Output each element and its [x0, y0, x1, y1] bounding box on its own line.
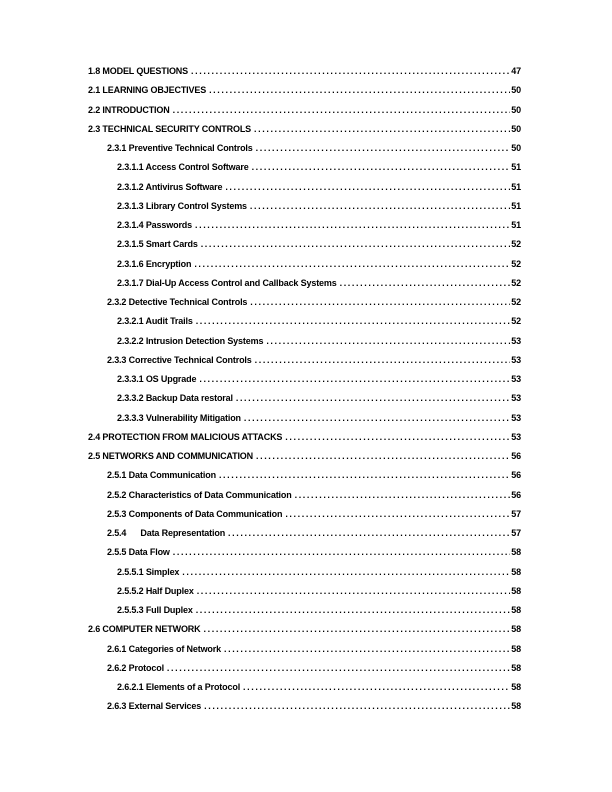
toc-entry-link[interactable]: 2.3.1.6 Encryption — [117, 258, 192, 269]
page-number: 47 — [511, 66, 521, 76]
toc-row — [88, 524, 521, 543]
toc-row — [88, 659, 521, 678]
page-number: 56 — [511, 470, 521, 481]
toc-row — [88, 678, 521, 697]
page-number: 51 — [511, 220, 521, 230]
page-number: 50 — [511, 85, 521, 96]
table-of-contents — [88, 62, 521, 717]
dot-leader — [256, 447, 510, 466]
toc-entry-link[interactable]: 2.3.2.2 Intrusion Detection Systems — [117, 335, 264, 346]
toc-entry-link[interactable]: 2.5.5.1 Simplex — [117, 566, 180, 577]
page-number: 58 — [511, 605, 521, 615]
page-number: 51 — [511, 200, 521, 211]
toc-entry-link[interactable]: 1.8 MODEL QUESTIONS — [88, 66, 189, 76]
dot-leader — [252, 158, 511, 177]
toc-row — [88, 332, 521, 351]
page-number: 56 — [511, 489, 521, 500]
dot-leader — [266, 332, 510, 351]
toc-entry-link[interactable]: 2.3.1.7 Dial-Up Access Control and Callback Systems — [117, 277, 337, 288]
toc-entry-link[interactable]: 2.3.1.2 Antivirus Software — [117, 181, 223, 192]
dot-leader — [340, 274, 511, 293]
dot-leader — [250, 293, 510, 312]
dot-leader — [256, 139, 511, 158]
toc-entry-link[interactable]: 2.3.3 Corrective Technical Controls — [107, 354, 252, 365]
dot-leader — [199, 370, 510, 389]
toc-row — [88, 601, 521, 620]
page-number: 53 — [511, 374, 521, 384]
page-number: 53 — [511, 393, 521, 404]
toc-entry-link[interactable]: 2.3.2 Detective Technical Controls — [107, 297, 248, 307]
toc-row — [88, 351, 521, 370]
dot-leader — [195, 216, 510, 235]
toc-row — [88, 505, 521, 524]
page-number: 58 — [511, 566, 521, 577]
page-number: 58 — [511, 643, 521, 654]
toc-entry-link[interactable]: 2.6.2.1 Elements of a Protocol — [117, 682, 241, 692]
dot-leader — [228, 524, 510, 543]
page-number: 58 — [511, 682, 521, 692]
page-number: 52 — [511, 277, 521, 288]
dot-leader — [250, 197, 510, 216]
toc-entry-link[interactable]: 2.3.3.1 OS Upgrade — [117, 374, 197, 384]
dot-leader — [191, 62, 510, 81]
toc-entry-link[interactable]: 2.3.3.2 Backup Data restoral — [117, 393, 233, 404]
toc-entry-link[interactable]: 2.6.2 Protocol — [107, 662, 164, 673]
toc-entry-link[interactable]: 2.5.5.3 Full Duplex — [117, 605, 193, 615]
toc-row — [88, 428, 521, 447]
dot-leader — [254, 120, 510, 139]
dot-leader — [167, 659, 510, 678]
toc-row — [88, 216, 521, 235]
toc-row — [88, 101, 521, 120]
page-number: 50 — [511, 143, 521, 153]
dot-leader — [295, 486, 511, 505]
page-number: 52 — [511, 239, 521, 250]
page-number: 52 — [511, 316, 521, 327]
dot-leader — [196, 312, 510, 331]
page-number: 57 — [511, 528, 521, 538]
page-number: 52 — [511, 297, 521, 307]
page-number: 57 — [511, 508, 521, 519]
toc-entry-link[interactable]: 2.3 TECHNICAL SECURITY CONTROLS — [88, 123, 252, 134]
toc-row — [88, 139, 521, 158]
page-number: 53 — [511, 431, 521, 442]
page-number: 51 — [511, 181, 521, 192]
dot-leader — [236, 389, 510, 408]
page-number: 58 — [511, 701, 521, 712]
page-number: 52 — [511, 258, 521, 269]
dot-leader — [204, 620, 511, 639]
dot-leader — [209, 81, 510, 100]
toc-entry-link[interactable]: 2.1 LEARNING OBJECTIVES — [88, 85, 207, 96]
dot-leader — [225, 178, 510, 197]
toc-row — [88, 81, 521, 100]
toc-row — [88, 563, 521, 582]
toc-entry-link[interactable]: 2.5.5.2 Half Duplex — [117, 585, 194, 596]
toc-entry-link[interactable]: 2.3.3.3 Vulnerability Mitigation — [117, 412, 241, 423]
dot-leader — [244, 409, 510, 428]
page-number: 53 — [511, 412, 521, 423]
page-number: 50 — [511, 104, 521, 115]
toc-row — [88, 697, 521, 716]
toc-entry-link[interactable]: 2.5.4 Data Representation — [107, 528, 226, 538]
dot-leader — [173, 101, 511, 120]
toc-row — [88, 582, 521, 601]
toc-row — [88, 255, 521, 274]
dot-leader — [285, 505, 510, 524]
dot-leader — [196, 601, 511, 620]
toc-entry-link[interactable]: 2.2 INTRODUCTION — [88, 104, 170, 115]
toc-entry-link[interactable]: 2.3.1.4 Passwords — [117, 220, 192, 230]
dot-leader — [243, 678, 510, 697]
toc-entry-link[interactable]: 2.3.2.1 Audit Trails — [117, 316, 193, 327]
dot-leader — [197, 582, 511, 601]
toc-row — [88, 235, 521, 254]
dot-leader — [224, 640, 510, 659]
toc-entry-link[interactable]: 2.3.1.1 Access Control Software — [117, 162, 249, 173]
toc-row — [88, 274, 521, 293]
toc-entry-link[interactable]: 2.5 NETWORKS AND COMMUNICATION — [88, 451, 253, 461]
toc-entry-link[interactable]: 2.6.3 External Services — [107, 701, 202, 712]
toc-row — [88, 486, 521, 505]
page-number: 58 — [511, 547, 521, 558]
dot-leader — [201, 235, 510, 254]
toc-row — [88, 312, 521, 331]
toc-row — [88, 370, 521, 389]
toc-row — [88, 389, 521, 408]
toc-entry-link[interactable]: 2.3.1.3 Library Control Systems — [117, 200, 247, 211]
toc-entry-link[interactable]: 2.5.3 Components of Data Communication — [107, 508, 283, 519]
toc-row — [88, 447, 521, 466]
toc-row — [88, 120, 521, 139]
toc-row — [88, 640, 521, 659]
page-number: 58 — [511, 585, 521, 596]
dot-leader — [194, 255, 510, 274]
dot-leader — [173, 543, 510, 562]
page-number: 50 — [511, 123, 521, 134]
toc-row — [88, 620, 521, 639]
toc-entry-link[interactable]: 2.6.1 Categories of Network — [107, 643, 221, 654]
toc-row — [88, 543, 521, 562]
toc-entry-link[interactable]: 2.5.2 Characteristics of Data Communication — [107, 489, 292, 500]
toc-entry-link[interactable]: 2.3.1.5 Smart Cards — [117, 239, 198, 250]
toc-entry-link[interactable]: 2.3.1 Preventive Technical Controls — [107, 143, 253, 153]
dot-leader — [182, 563, 510, 582]
toc-entry-link[interactable]: 2.4 PROTECTION FROM MALICIOUS ATTACKS — [88, 431, 283, 442]
dot-leader — [219, 466, 510, 485]
dot-leader — [255, 351, 511, 370]
toc-row — [88, 178, 521, 197]
toc-row — [88, 62, 521, 81]
toc-entry-link[interactable]: 2.5.1 Data Communication — [107, 470, 216, 481]
page-number: 53 — [511, 335, 521, 346]
toc-row — [88, 466, 521, 485]
toc-row — [88, 293, 521, 312]
toc-entry-link[interactable]: 2.5.5 Data Flow — [107, 547, 170, 558]
toc-row — [88, 409, 521, 428]
dot-leader — [204, 697, 510, 716]
page-number: 56 — [511, 451, 521, 461]
dot-leader — [285, 428, 510, 447]
page-number: 51 — [511, 162, 521, 173]
page-number: 53 — [511, 354, 521, 365]
toc-entry-link[interactable]: 2.6 COMPUTER NETWORK — [88, 624, 201, 635]
page-number: 58 — [511, 624, 521, 635]
toc-row — [88, 197, 521, 216]
page-number: 58 — [511, 662, 521, 673]
toc-row — [88, 158, 521, 177]
